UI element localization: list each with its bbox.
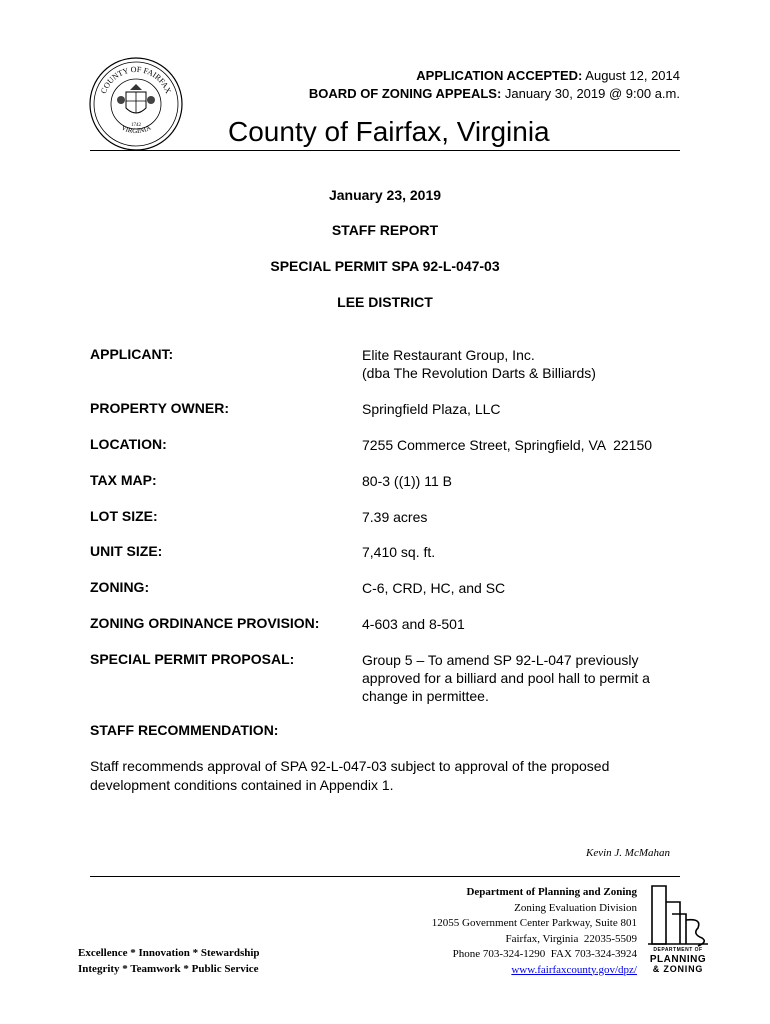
application-accepted-label: APPLICATION ACCEPTED: — [416, 68, 583, 83]
city-address: Fairfax, Virginia 22035-5509 — [505, 932, 637, 945]
recommendation-text: Staff recommends approval of SPA 92-L-047-03 subject to approval of the proposed development conditions contained in Appendix 1. — [90, 758, 610, 793]
district-name: LEE DISTRICT — [337, 294, 433, 310]
planning-zoning-logo — [646, 884, 710, 976]
applicant-value: Elite Restaurant Group, Inc. (dba The Revolution Darts & Billiards) — [362, 347, 596, 381]
property-owner-label: PROPERTY OWNER: — [90, 400, 229, 416]
footer-contact — [432, 885, 637, 978]
header-divider — [90, 150, 680, 151]
unit-size-label: UNIT SIZE: — [90, 543, 163, 559]
motto-line-1: Excellence * Innovation * Stewardship — [78, 947, 260, 959]
division-name: Zoning Evaluation Division — [514, 901, 637, 914]
location-value: 7255 Commerce Street, Springfield, VA 22150 — [362, 437, 653, 453]
property-owner-value: Springfield Plaza, LLC — [362, 401, 501, 417]
lot-size-value: 7.39 acres — [362, 509, 428, 525]
svg-text:COUNTY OF FAIRFAX: COUNTY OF FAIRFAX — [98, 64, 174, 95]
tax-map-label: TAX MAP: — [90, 472, 157, 488]
svg-text:PLANNING: PLANNING — [649, 954, 707, 965]
ordinance-provision-value: 4-603 and 8-501 — [362, 616, 465, 632]
svg-text:1742: 1742 — [131, 123, 141, 128]
applicant-label: APPLICANT: — [90, 346, 174, 362]
footer-divider — [90, 876, 680, 877]
county-title: County of Fairfax, Virginia — [228, 116, 550, 147]
footer-motto — [78, 945, 260, 977]
bza-label: BOARD OF ZONING APPEALS: — [308, 86, 502, 101]
recommendation-heading: STAFF RECOMMENDATION: — [90, 722, 279, 738]
application-accepted-date: August 12, 2014 — [585, 68, 680, 83]
website-link[interactable]: www.fairfaxcounty.gov/dpz/ — [511, 963, 637, 976]
signature: Kevin J. McMahan — [586, 847, 670, 859]
bza-line — [309, 86, 680, 101]
tax-map-value: 80-3 ((1)) 11 B — [362, 473, 452, 489]
street-address: 12055 Government Center Parkway, Suite 801 — [431, 917, 637, 929]
svg-text:VIRGINIA: VIRGINIA — [119, 123, 153, 136]
report-type: STAFF REPORT — [331, 222, 439, 238]
permit-number: SPECIAL PERMIT SPA 92-L-047-03 — [270, 258, 500, 274]
phone-fax: Phone 703-324-1290 FAX 703-324-3924 — [452, 948, 637, 960]
report-date: January 23, 2019 — [328, 187, 442, 203]
svg-text:& ZONING: & ZONING — [652, 964, 704, 974]
department-name: Department of Planning and Zoning — [466, 886, 637, 898]
permit-proposal-value: Group 5 – To amend SP 92-L-047 previously approved for a billiard and pool hall to permit a change in permittee. — [362, 652, 650, 704]
zoning-value: C-6, CRD, HC, and SC — [362, 580, 506, 596]
lot-size-label: LOT SIZE: — [90, 508, 158, 524]
county-seal-logo — [88, 56, 184, 152]
svg-text:DEPARTMENT OF: DEPARTMENT OF — [653, 947, 703, 953]
zoning-label: ZONING: — [90, 579, 150, 595]
bza-date: January 30, 2019 @ 9:00 a.m. — [504, 86, 680, 101]
ordinance-provision-label: ZONING ORDINANCE PROVISION: — [90, 615, 320, 631]
motto-line-2: Integrity * Teamwork * Public Service — [78, 963, 259, 975]
permit-proposal-label: SPECIAL PERMIT PROPOSAL: — [90, 651, 295, 667]
location-label: LOCATION: — [90, 436, 167, 452]
unit-size-value: 7,410 sq. ft. — [362, 544, 436, 560]
application-accepted-line — [416, 68, 680, 83]
